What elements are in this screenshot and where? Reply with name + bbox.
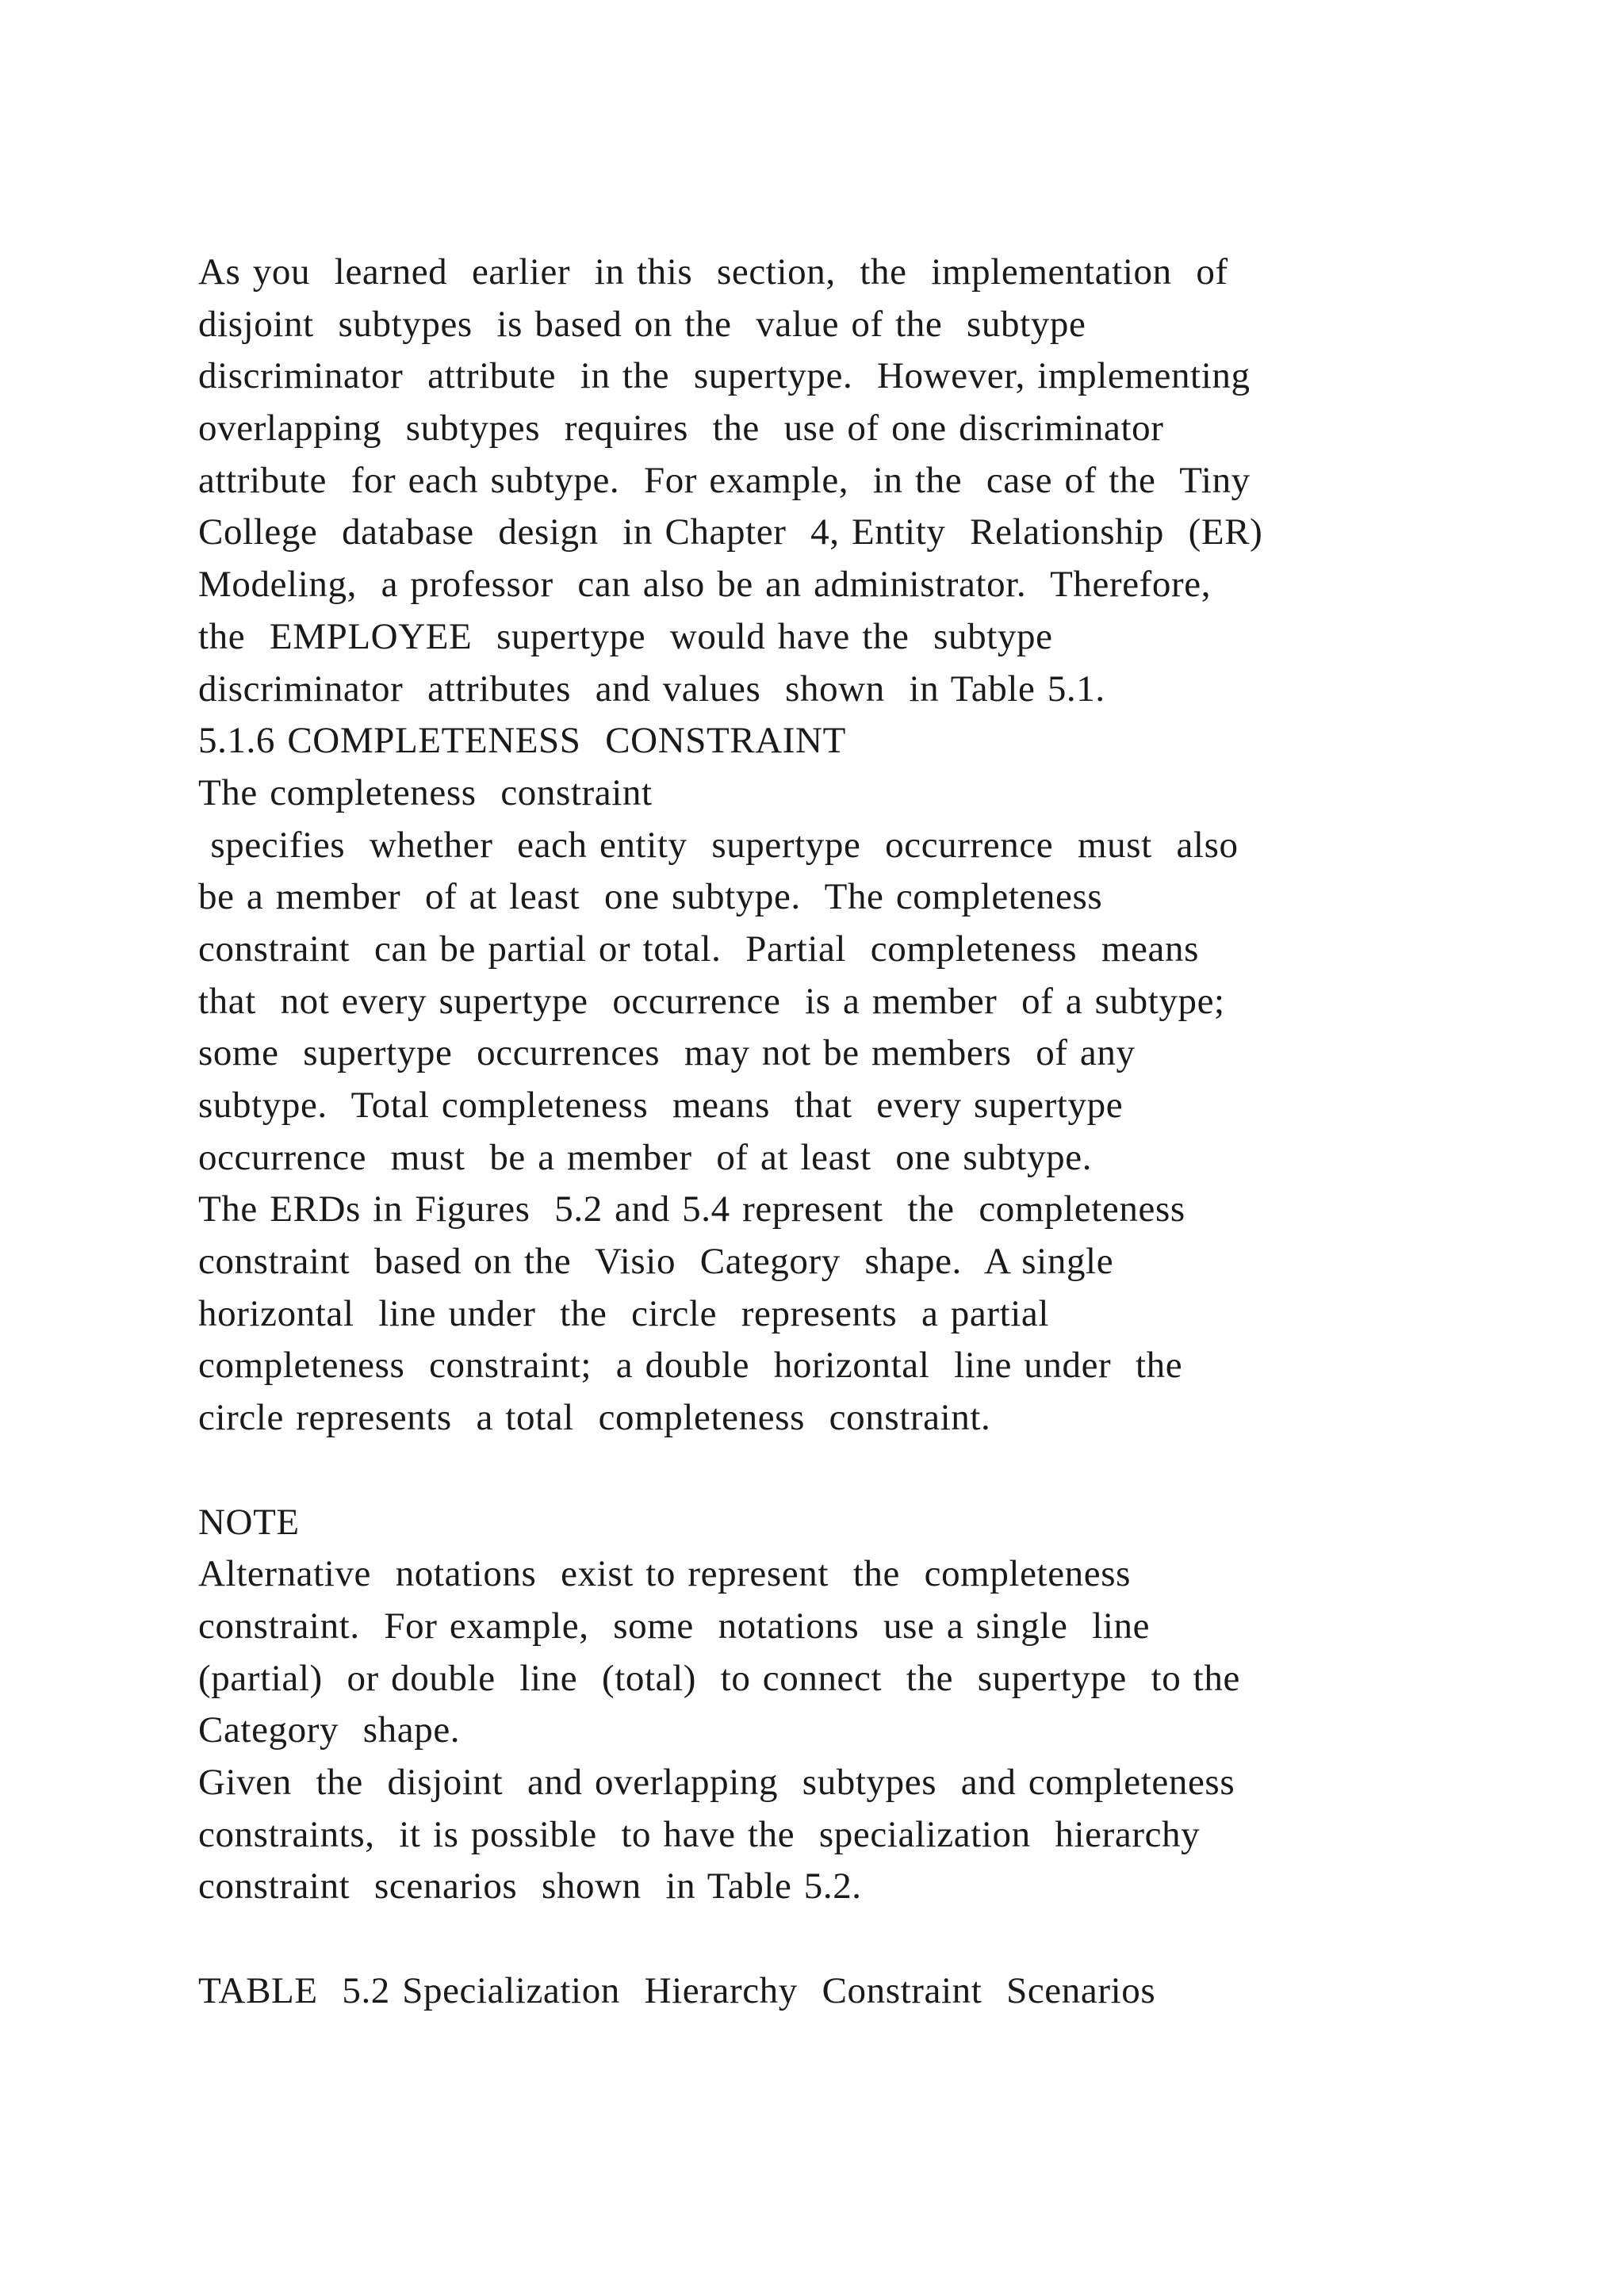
document-body	[198, 247, 1483, 2017]
paragraph-subtype-discriminators	[198, 247, 1483, 715]
text-line: Alternative notations exist to represent the completeness	[198, 1553, 1132, 1595]
text-line: discriminator attributes and values shown in Table 5.1.	[198, 668, 1105, 710]
text-line: occurrence must be a member of at least one subtype.	[198, 1136, 1093, 1178]
blank-line	[198, 1445, 1483, 1497]
text-line: discriminator attribute in the supertype. However, implementing	[198, 355, 1251, 397]
text-line: (partial) or double line (total) to connect the supertype to the	[198, 1657, 1240, 1699]
section-heading: 5.1.6 COMPLETENESS CONSTRAINT	[198, 720, 846, 762]
text-line: disjoint subtypes is based on the value of the subtype	[198, 303, 1086, 345]
text-line: completeness constraint; a double horizontal line under the	[198, 1345, 1183, 1387]
text-line: The ERDs in Figures 5.2 and 5.4 represent the completeness	[198, 1188, 1185, 1230]
text-line: some supertype occurrences may not be members of any	[198, 1032, 1136, 1074]
text-line: attribute for each subtype. For example, in the case of the Tiny	[198, 459, 1251, 501]
table-caption: TABLE 5.2 Specialization Hierarchy Constraint Scenarios	[198, 1969, 1156, 2011]
note-label: NOTE	[198, 1501, 300, 1543]
text-line: constraints, it is possible to have the specialization hierarchy	[198, 1813, 1201, 1855]
text-line: Category shape.	[198, 1709, 461, 1751]
text-line: constraint can be partial or total. Partial completeness means	[198, 928, 1199, 970]
text-line: that not every supertype occurrence is a member of a subtype;	[198, 980, 1225, 1022]
paragraph-constraint-scenarios	[198, 1757, 1483, 1913]
text-line: As you learned earlier in this section, the implementation of	[198, 251, 1228, 293]
text-line: Modeling, a professor can also be an administrator. Therefore,	[198, 564, 1212, 606]
text-line: constraint based on the Visio Category shape. A single	[198, 1241, 1114, 1283]
note-paragraph	[198, 1548, 1483, 1757]
text-line: circle represents a total completeness constraint.	[198, 1397, 991, 1439]
text-line: be a member of at least one subtype. The completeness	[198, 876, 1103, 918]
text-line: specifies whether each entity supertype occurrence must also	[198, 824, 1239, 866]
paragraph-erd-notation	[198, 1184, 1483, 1444]
blank-line	[198, 1913, 1483, 1965]
text-line: horizontal line under the circle represents a partial	[198, 1292, 1050, 1334]
text-line: Given the disjoint and overlapping subtypes and completeness	[198, 1761, 1235, 1803]
text-line: College database design in Chapter 4, Entity Relationship (ER)	[198, 511, 1263, 553]
text-line: overlapping subtypes requires the use of one discriminator	[198, 408, 1164, 450]
text-line: constraint scenarios shown in Table 5.2.	[198, 1866, 862, 1908]
paragraph-completeness-definition	[198, 820, 1483, 1184]
text-line: constraint. For example, some notations use a single line	[198, 1605, 1151, 1647]
text-line: the EMPLOYEE supertype would have the subtype	[198, 615, 1053, 657]
term-line: The completeness constraint	[198, 771, 653, 813]
text-line: subtype. Total completeness means that every supertype	[198, 1085, 1124, 1126]
